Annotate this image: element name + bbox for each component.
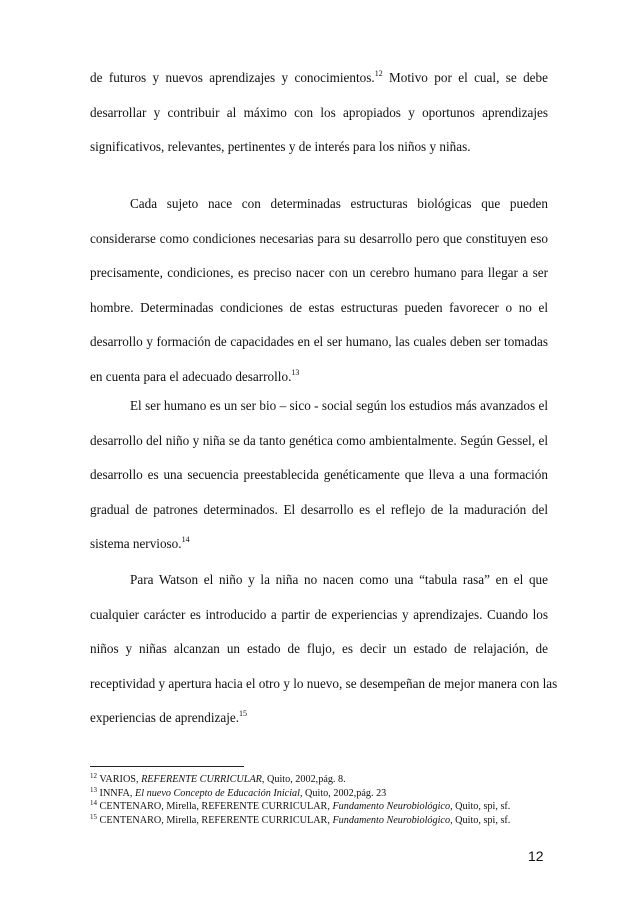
footnote-13: $^{13}$ INNFA, El nuevo Concepto de Educación Inicial, Quito, 2002,pág. 23 [90,785,387,799]
italic-text: REFERENTE CURRICULAR [141,774,262,785]
footnote-12: $^{12}$ VARIOS, REFERENTE CURRICULAR, Quito, 2002,pág. 8. [90,772,346,785]
paragraph-4-line: niños y niñas alcanzan un estado de flujo, es decir un estado de relajación, de [90,641,548,656]
italic-text: Fundamento Neurobiológico [332,801,451,812]
paragraph-2-line: hombre. Determinadas condiciones de estas estructuras pueden favorecer o no el [90,299,548,315]
footnote-ref: 13 [291,367,300,377]
italic-text: Fundamento Neurobiológico [332,814,451,826]
paragraph-4-line: experiencias de aprendizaje.$^{15}$ [90,709,248,725]
paragraph-4-line: receptividad y apertura hacia el otro y lo nuevo, se desempeñan de mejor manera con las [90,675,558,691]
paragraph-2-line: Cada sujeto nace con determinadas estructuras biológicas que pueden [130,196,548,211]
footnote-number: 12 [90,772,97,780]
paragraph-3-line: gradual de patrones determinados. El desarrollo es el reflejo de la maduración del [90,501,548,517]
paragraph-2-line: precisamente, condiciones, es preciso nacer con un cerebro humano para llegar a ser [90,265,548,280]
paragraph-4-line: Para Watson el niño y la niña no nacen como una “tabula rasa” en el que [130,572,548,587]
paragraph-1-line: desarrollar y contribuir al máximo con los apropiados y oportunos aprendizajes [90,104,548,120]
footnote-15: $^{15}$ CENTENARO, Mirella, REFERENTE CURRICULAR, Fundamento Neurobiológico, Quito, spi, sf. [90,812,511,826]
paragraph-2-line: considerarse como condiciones necesarias para su desarrollo pero que constituyen eso [90,230,548,246]
italic-text: El nuevo Concepto de Educación Inicial [135,787,300,799]
footnote-ref: 15 [239,709,248,718]
footnote-number: 14 [90,799,97,807]
page-number: 12 [528,848,544,864]
paragraph-3-line: El ser humano es un ser bio – sico - social según los estudios más avanzados el [130,398,548,413]
paragraph-4-line: cualquier carácter es introducido a partir de experiencias y aprendizajes. Cuando los [90,606,548,622]
paragraph-3-line: desarrollo del niño y niña se da tanto genética como ambientalmente. Según Gessel, el [90,432,548,448]
footnote-14: $^{14}$ CENTENARO, Mirella, REFERENTE CURRICULAR, Fundamento Neurobiológico, Quito, spi, sf. [90,799,511,812]
paragraph-1-line: de futuros y nuevos aprendizajes y conocimientos.$^{12}$ Motivo por el cual, se debe [90,69,548,85]
paragraph-1-line: significativos, relevantes, pertinentes y de interés para los niños y niñas. [90,139,471,154]
footnote-ref: 12 [374,69,383,78]
footnote-number: 13 [90,785,97,794]
footnote-separator [90,766,244,767]
paragraph-2-line: desarrollo y formación de capacidades en el ser humano, las cuales deben ser tomadas [90,334,548,349]
footnote-number: 15 [90,812,97,821]
paragraph-2-line: en cuenta para el adecuado desarrollo.$^{13}$ [90,367,300,384]
paragraph-3-line: desarrollo es una secuencia preestablecida genéticamente que lleva a una formación [90,467,548,482]
paragraph-3-line: sistema nervioso.$^{14}$ [90,535,190,551]
footnote-ref: 14 [181,535,190,544]
